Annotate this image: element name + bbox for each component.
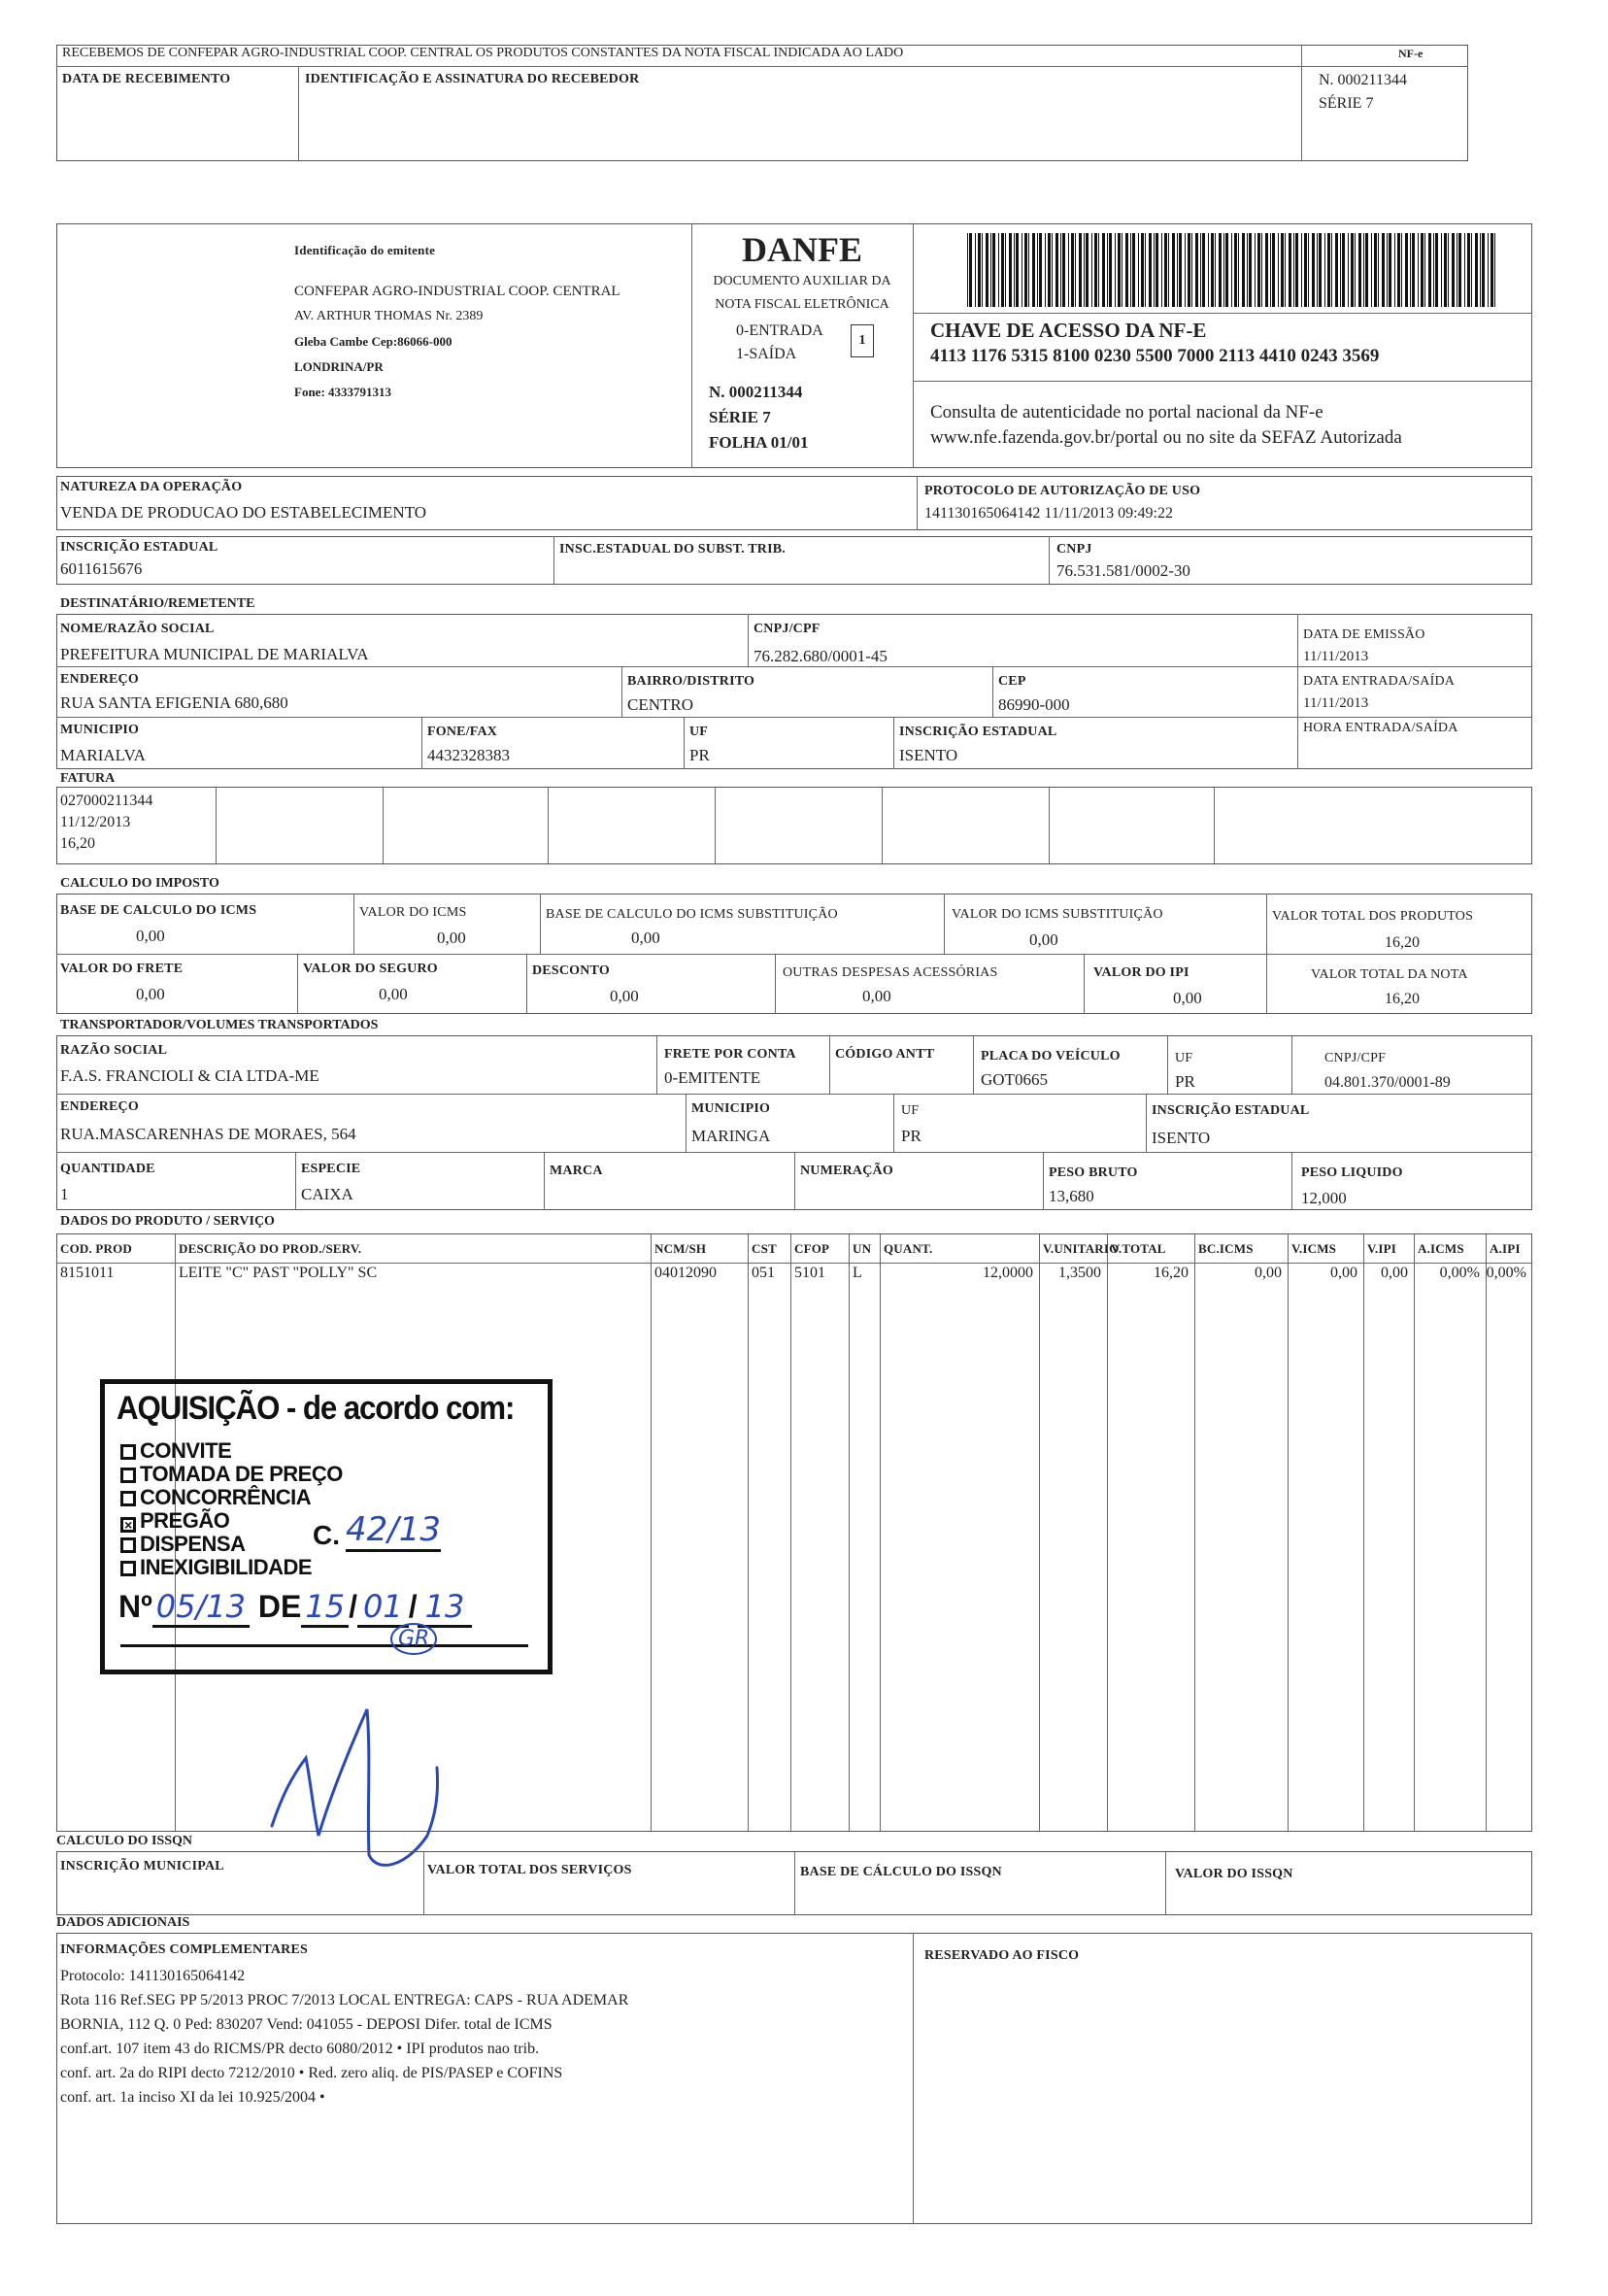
dest-emissao-label: DATA DE EMISSÃO xyxy=(1303,627,1425,642)
product-row-cell: 0,00% xyxy=(1439,1265,1480,1281)
fatura-line3: 16,20 xyxy=(60,835,95,852)
trans-uf-label: UF xyxy=(1175,1051,1193,1065)
receipt-ident-label: IDENTIFICAÇÃO E ASSINATURA DO RECEBEDOR xyxy=(305,72,640,86)
stamp-option-label: CONCORRÊNCIA xyxy=(140,1485,312,1509)
trans-uf2-label: UF xyxy=(901,1103,920,1118)
checkbox-icon xyxy=(120,1537,136,1553)
danfe-sheet: FOLHA 01/01 xyxy=(709,433,809,452)
product-column-divider xyxy=(1107,1233,1108,1832)
stamp-initials: GR xyxy=(390,1623,437,1655)
imposto-section: CALCULO DO IMPOSTO xyxy=(60,876,219,891)
stamp-option-label: PREGÃO xyxy=(140,1508,230,1533)
info-line: conf.art. 107 item 43 do RICMS/PR decto 6080/2012 • IPI produtos nao trib. xyxy=(60,2041,540,2057)
product-row-cell: 8151011 xyxy=(60,1265,115,1281)
product-header-cell: COD. PROD xyxy=(60,1241,133,1256)
trans-liquido: 12,000 xyxy=(1301,1189,1347,1207)
ipi-label: VALOR DO IPI xyxy=(1093,965,1189,980)
base-subst: 0,00 xyxy=(631,929,660,947)
dest-cep: 86990-000 xyxy=(998,695,1070,714)
dest-municipio: MARIALVA xyxy=(60,746,146,764)
receipt-number: N. 000211344 xyxy=(1319,72,1407,88)
product-row-cell: 0,00 xyxy=(1381,1265,1408,1281)
trans-especie-label: ESPECIE xyxy=(301,1162,361,1176)
base-subst-label: BASE DE CALCULO DO ICMS SUBSTITUIÇÃO xyxy=(546,907,838,922)
product-row-cell: 1,3500 xyxy=(1058,1265,1101,1281)
product-column-divider xyxy=(1194,1233,1195,1832)
natureza-label: NATUREZA DA OPERAÇÃO xyxy=(60,480,243,494)
product-header-cell: V.IPI xyxy=(1367,1241,1397,1256)
trans-ie: ISENTO xyxy=(1152,1129,1211,1147)
emitente-city: LONDRINA/PR xyxy=(294,359,384,374)
protocolo-value: 141130165064142 11/11/2013 09:49:22 xyxy=(924,505,1173,522)
inscricao-box xyxy=(56,536,1532,585)
danfe-title: DANFE xyxy=(742,230,862,269)
receipt-nfe-label: NF-e xyxy=(1398,47,1424,60)
ie-value: 6011615676 xyxy=(60,559,143,578)
stamp-date-d: 15 xyxy=(301,1588,349,1628)
stamp-option-label: INEXIGIBILIDADE xyxy=(140,1555,313,1579)
dest-ie: ISENTO xyxy=(899,746,958,764)
trans-address-label: ENDEREÇO xyxy=(60,1099,139,1114)
product-row-cell: LEITE "C" PAST "POLLY" SC xyxy=(179,1265,378,1281)
checkbox-icon xyxy=(120,1491,136,1506)
emitente-name: CONFEPAR AGRO-INDUSTRIAL COOP. CENTRAL xyxy=(294,284,620,299)
stamp-option-label: TOMADA DE PREÇO xyxy=(140,1462,343,1486)
desconto-label: DESCONTO xyxy=(532,963,610,978)
produtos-section: DADOS DO PRODUTO / SERVIÇO xyxy=(60,1214,275,1229)
fatura-box xyxy=(56,787,1532,864)
product-header-cell: A.ICMS xyxy=(1418,1241,1464,1256)
info-line: BORNIA, 112 Q. 0 Ped: 830207 Vend: 041055 - DEPOSI Difer. total de ICMS xyxy=(60,2016,553,2033)
stamp-no-value: 05/13 xyxy=(152,1588,250,1628)
product-header-cell: V.TOTAL xyxy=(1111,1241,1166,1256)
dest-fone-label: FONE/FAX xyxy=(427,725,498,739)
checkbox-icon xyxy=(120,1444,136,1460)
stamp-option-label: CONVITE xyxy=(140,1438,232,1463)
destinatario-section: DESTINATÁRIO/REMETENTE xyxy=(60,596,255,611)
trans-bruto: 13,680 xyxy=(1049,1187,1094,1205)
stamp-c-value: 42/13 xyxy=(346,1510,441,1552)
info-label: INFORMAÇÕES COMPLEMENTARES xyxy=(60,1942,309,1957)
outras: 0,00 xyxy=(862,987,891,1005)
cnpj-value: 76.531.581/0002-30 xyxy=(1056,561,1190,580)
danfe-type-value: 1 xyxy=(858,333,866,348)
outras-label: OUTRAS DESPESAS ACESSÓRIAS xyxy=(783,965,998,980)
product-header-cell: CST xyxy=(752,1241,777,1256)
stamp-no-label: Nº xyxy=(118,1589,152,1624)
product-row-cell: 0,00% xyxy=(1486,1265,1526,1281)
emitente-district: Gleba Cambe Cep:86066-000 xyxy=(294,334,452,349)
dest-municipio-label: MUNICIPIO xyxy=(60,723,140,737)
trans-qtd: 1 xyxy=(60,1185,69,1203)
product-header-cell: A.IPI xyxy=(1490,1241,1521,1256)
dest-entrada: 11/11/2013 xyxy=(1303,695,1369,711)
product-column-divider xyxy=(790,1233,791,1832)
access-key-label: CHAVE DE ACESSO DA NF-E xyxy=(930,319,1207,342)
natureza-value: VENDA DE PRODUCAO DO ESTABELECIMENTO xyxy=(60,503,427,522)
trans-marca-label: MARCA xyxy=(550,1164,603,1178)
dest-fone: 4432328383 xyxy=(427,746,510,764)
product-column-divider xyxy=(1414,1233,1415,1832)
info-line: conf. art. 1a inciso XI da lei 10.925/2004 • xyxy=(60,2089,325,2106)
trans-antt-label: CÓDIGO ANTT xyxy=(835,1047,935,1062)
trans-bruto-label: PESO BRUTO xyxy=(1049,1165,1138,1180)
trans-ie-label: INSCRIÇÃO ESTADUAL xyxy=(1152,1103,1310,1118)
product-column-divider xyxy=(1288,1233,1289,1832)
stamp-option xyxy=(120,1508,229,1534)
danfe-type-box xyxy=(851,324,874,357)
trans-especie: CAIXA xyxy=(301,1185,353,1203)
stamp-option xyxy=(120,1532,245,1557)
valor-icms-label: VALOR DO ICMS xyxy=(359,905,467,920)
trans-municipio-label: MUNICIPIO xyxy=(691,1101,771,1116)
product-header-cell: CFOP xyxy=(794,1241,830,1256)
product-header-cell: QUANT. xyxy=(884,1241,933,1256)
product-column-divider xyxy=(849,1233,850,1832)
access-consult1: Consulta de autenticidade no portal nacional da NF-e xyxy=(930,402,1323,422)
dest-emissao: 11/11/2013 xyxy=(1303,649,1369,664)
ie-label: INSCRIÇÃO ESTADUAL xyxy=(60,540,218,555)
dest-name-label: NOME/RAZÃO SOCIAL xyxy=(60,622,215,636)
ie-subst-label: INSC.ESTADUAL DO SUBST. TRIB. xyxy=(559,542,786,557)
base-icms-label: BASE DE CALCULO DO ICMS xyxy=(60,903,257,918)
stamp-de-label: DE xyxy=(257,1589,302,1624)
trans-frete: 0-EMITENTE xyxy=(664,1068,761,1087)
danfe-subtitle1: DOCUMENTO AUXILIAR DA xyxy=(713,274,891,288)
trans-qtd-label: QUANTIDADE xyxy=(60,1162,155,1176)
frete-label: VALOR DO FRETE xyxy=(60,962,184,976)
danfe-series: SÉRIE 7 xyxy=(709,408,771,426)
trans-municipio: MARINGA xyxy=(691,1127,771,1145)
frete: 0,00 xyxy=(136,985,165,1003)
issqn-valor-label: VALOR DO ISSQN xyxy=(1175,1867,1293,1881)
acquisition-stamp xyxy=(100,1379,553,1674)
stamp-option xyxy=(120,1555,312,1580)
product-row-cell: 0,00 xyxy=(1330,1265,1357,1281)
trans-address: RUA.MASCARENHAS DE MORAES, 564 xyxy=(60,1125,356,1143)
seguro: 0,00 xyxy=(379,985,408,1003)
trans-placa-label: PLACA DO VEÍCULO xyxy=(981,1049,1121,1064)
access-key: 4113 1176 5315 8100 0230 5500 7000 2113 4410 0243 3569 xyxy=(930,346,1380,366)
product-row-cell: 0,00 xyxy=(1255,1265,1282,1281)
product-header-cell: V.ICMS xyxy=(1291,1241,1337,1256)
product-column-divider xyxy=(1039,1233,1040,1832)
trans-uf: PR xyxy=(1175,1072,1195,1091)
issqn-section: CALCULO DO ISSQN xyxy=(56,1834,193,1848)
seguro-label: VALOR DO SEGURO xyxy=(303,962,438,976)
stamp-option-label: DISPENSA xyxy=(140,1532,246,1556)
total-nota-label: VALOR TOTAL DA NOTA xyxy=(1311,967,1468,982)
total-prod-label: VALOR TOTAL DOS PRODUTOS xyxy=(1272,909,1474,924)
trans-numeracao-label: NUMERAÇÃO xyxy=(800,1164,893,1178)
product-header-cell: BC.ICMS xyxy=(1198,1241,1254,1256)
dest-cnpj: 76.282.680/0001-45 xyxy=(754,647,888,665)
emitente-label: Identificação do emitente xyxy=(294,243,436,257)
stamp-title: AQUISIÇÃO - de acordo com: xyxy=(117,1390,515,1427)
dest-uf: PR xyxy=(689,746,710,764)
product-header-cell: UN xyxy=(853,1241,872,1256)
ipi: 0,00 xyxy=(1173,989,1202,1007)
trans-frete-label: FRETE POR CONTA xyxy=(664,1047,796,1062)
checkbox-icon xyxy=(120,1561,136,1576)
valor-icms: 0,00 xyxy=(437,929,466,947)
trans-uf2: PR xyxy=(901,1127,921,1145)
trans-liquido-label: PESO LIQUIDO xyxy=(1301,1165,1403,1180)
trans-cnpj-label: CNPJ/CPF xyxy=(1324,1051,1387,1065)
info-line: conf. art. 2a do RIPI decto 7212/2010 • Red. zero aliq. de PIS/PASEP e COFINS xyxy=(60,2065,563,2081)
issqn-total-label: VALOR TOTAL DOS SERVIÇOS xyxy=(427,1863,632,1877)
product-column-divider xyxy=(1363,1233,1364,1832)
product-header-cell: V.UNITARIO xyxy=(1043,1241,1120,1256)
danfe-entrada: 0-ENTRADA xyxy=(736,322,823,339)
dest-cep-label: CEP xyxy=(998,674,1026,689)
product-row-cell: 051 xyxy=(752,1265,775,1281)
stamp-c-label: C. xyxy=(313,1520,340,1550)
emitente-phone: Fone: 4333791313 xyxy=(294,385,392,399)
fatura-section: FATURA xyxy=(60,771,116,786)
trans-placa: GOT0665 xyxy=(981,1070,1048,1089)
dest-bairro-label: BAIRRO/DISTRITO xyxy=(627,674,755,689)
barcode xyxy=(967,233,1499,307)
trans-razao-label: RAZÃO SOCIAL xyxy=(60,1043,168,1058)
emitente-address: AV. ARTHUR THOMAS Nr. 2389 xyxy=(294,309,484,323)
dest-address: RUA SANTA EFIGENIA 680,680 xyxy=(60,693,288,712)
product-row-cell: 04012090 xyxy=(654,1265,717,1281)
danfe-saida: 1-SAÍDA xyxy=(736,346,797,362)
stamp-date-m: 01 xyxy=(357,1588,409,1628)
stamp-date-y: 13 xyxy=(418,1588,473,1628)
issqn-im-label: INSCRIÇÃO MUNICIPAL xyxy=(60,1859,224,1874)
adicionais-section: DADOS ADICIONAIS xyxy=(56,1915,190,1930)
base-icms: 0,00 xyxy=(136,927,165,945)
receipt-series: SÉRIE 7 xyxy=(1319,95,1374,112)
dest-hora-label: HORA ENTRADA/SAÍDA xyxy=(1303,721,1458,735)
stamp-no-row: Nº 05/13 DE 15 / 01 / 13 xyxy=(118,1588,472,1625)
product-row-cell: 12,0000 xyxy=(983,1265,1033,1281)
dest-ie-label: INSCRIÇÃO ESTADUAL xyxy=(899,725,1057,739)
checkbox-icon xyxy=(120,1468,136,1483)
receipt-date-label: DATA DE RECEBIMENTO xyxy=(62,72,231,86)
cnpj-label: CNPJ xyxy=(1056,542,1092,557)
dest-entrada-label: DATA ENTRADA/SAÍDA xyxy=(1303,674,1456,689)
transportador-section: TRANSPORTADOR/VOLUMES TRANSPORTADOS xyxy=(60,1018,379,1032)
stamp-option xyxy=(120,1438,231,1464)
product-row-cell: 5101 xyxy=(794,1265,825,1281)
checked-box-icon: × xyxy=(120,1517,136,1533)
product-header-cell: NCM/SH xyxy=(654,1241,707,1256)
receipt-header: RECEBEMOS DE CONFEPAR AGRO-INDUSTRIAL COOP. CENTRAL OS PRODUTOS CONSTANTES DA NOTA FISCAL INDICADA AO LADO xyxy=(62,46,904,60)
desconto: 0,00 xyxy=(610,987,639,1005)
dest-bairro: CENTRO xyxy=(627,695,693,714)
issqn-base-label: BASE DE CÁLCULO DO ISSQN xyxy=(800,1865,1002,1879)
stamp-option xyxy=(120,1485,311,1510)
product-header-cell: DESCRIÇÃO DO PROD./SERV. xyxy=(179,1241,362,1256)
fatura-line1: 027000211344 xyxy=(60,793,153,809)
fatura-line2: 11/12/2013 xyxy=(60,814,131,830)
info-line: Protocolo: 141130165064142 xyxy=(60,1968,246,1984)
info-line: Rota 116 Ref.SEG PP 5/2013 PROC 7/2013 LOCAL ENTREGA: CAPS - RUA ADEMAR xyxy=(60,1992,629,2009)
product-column-divider xyxy=(651,1233,652,1832)
trans-cnpj: 04.801.370/0001-89 xyxy=(1324,1074,1451,1091)
protocolo-label: PROTOCOLO DE AUTORIZAÇÃO DE USO xyxy=(924,484,1201,498)
danfe-number: N. 000211344 xyxy=(709,383,803,401)
dest-name: PREFEITURA MUNICIPAL DE MARIALVA xyxy=(60,645,369,663)
product-column-divider xyxy=(748,1233,749,1832)
trans-razao: F.A.S. FRANCIOLI & CIA LTDA-ME xyxy=(60,1066,319,1085)
product-row-cell: L xyxy=(853,1265,862,1281)
total-nota: 16,20 xyxy=(1385,991,1420,1007)
access-consult2: www.nfe.fazenda.gov.br/portal ou no site da SEFAZ Autorizada xyxy=(930,427,1402,448)
dest-address-label: ENDEREÇO xyxy=(60,672,139,687)
stamp-option xyxy=(120,1462,343,1487)
valor-subst-label: VALOR DO ICMS SUBSTITUIÇÃO xyxy=(952,907,1163,922)
receipt-stub xyxy=(56,45,1468,161)
dest-uf-label: UF xyxy=(689,725,709,739)
product-row-cell: 16,20 xyxy=(1154,1265,1189,1281)
product-column-divider xyxy=(880,1233,881,1832)
fisco-label: RESERVADO AO FISCO xyxy=(924,1948,1080,1963)
total-prod: 16,20 xyxy=(1385,934,1420,951)
valor-subst: 0,00 xyxy=(1029,930,1058,949)
product-column-divider xyxy=(1486,1233,1487,1832)
danfe-subtitle2: NOTA FISCAL ELETRÔNICA xyxy=(715,297,889,312)
dest-cnpj-label: CNPJ/CPF xyxy=(754,622,821,636)
